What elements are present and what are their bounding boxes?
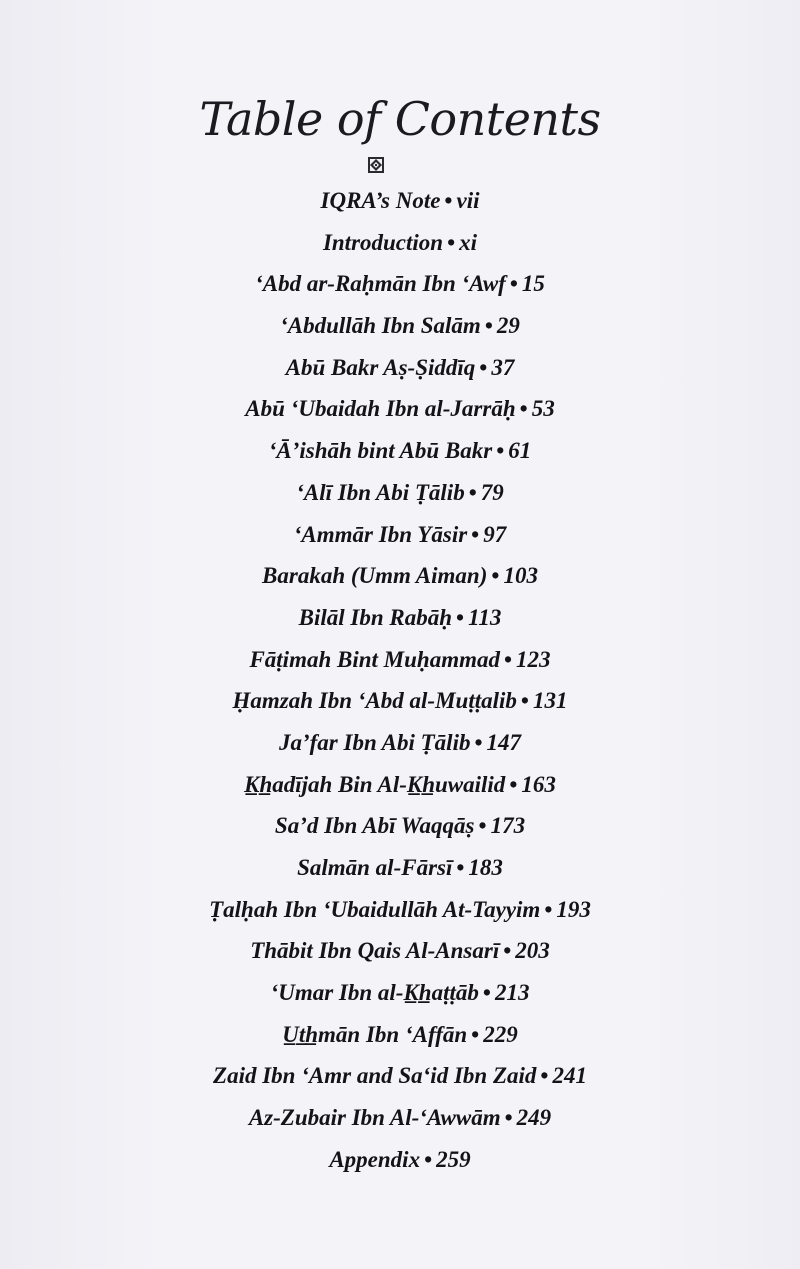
toc-entry[interactable] xyxy=(0,1139,800,1181)
toc-entry[interactable] xyxy=(0,430,800,472)
toc-entry-title: ‘Umar Ibn al-K̲h̲aṭṭāb xyxy=(270,980,479,1006)
toc-entry-page: 103 xyxy=(503,563,538,589)
toc-entry[interactable] xyxy=(0,597,800,639)
toc-entry[interactable] xyxy=(0,764,800,806)
bullet-separator: • xyxy=(479,354,488,380)
bullet-separator: • xyxy=(468,479,477,505)
toc-entry-title: Fāṭimah Bint Muḥammad xyxy=(249,646,500,672)
toc-entry[interactable] xyxy=(0,680,800,722)
toc-entry-title: Abū ‘Ubaidah Ibn al-Jarrāḥ xyxy=(245,396,516,422)
toc-entry-title: Ṭalḥah Ibn ‘Ubaidullāh At-Tayyim xyxy=(209,896,541,922)
toc-entry[interactable] xyxy=(0,722,800,764)
toc-entry-page: 53 xyxy=(531,396,555,422)
toc-entry-title: ‘Ā’ishāh bint Abū Bakr xyxy=(268,438,493,464)
toc-entry-title: IQRA’s Note xyxy=(320,188,441,213)
toc-entry-page: 97 xyxy=(483,521,507,547)
toc-entry-title: Sa’d Ibn Abī Waqqāṣ xyxy=(274,813,475,839)
bullet-separator: • xyxy=(482,980,491,1006)
toc-entry-page: 203 xyxy=(515,938,550,964)
bullet-separator: • xyxy=(478,813,487,839)
bullet-separator: • xyxy=(504,1105,513,1131)
toc-entry-page: 249 xyxy=(516,1105,552,1131)
toc-entry-page: 163 xyxy=(521,771,556,797)
toc-entry[interactable] xyxy=(0,1014,800,1056)
bullet-separator: • xyxy=(503,938,512,964)
bullet-separator: • xyxy=(540,1063,549,1089)
bullet-separator: • xyxy=(496,438,505,464)
toc-entry-page: 259 xyxy=(436,1146,471,1172)
table-of-contents xyxy=(0,180,800,1181)
toc-entry[interactable] xyxy=(0,1055,800,1097)
bullet-separator: • xyxy=(456,855,465,880)
toc-entry-page: 183 xyxy=(468,855,503,880)
toc-entry-page: 213 xyxy=(494,980,530,1006)
toc-entry-page: xi xyxy=(459,229,478,255)
toc-entry-page: 123 xyxy=(516,646,551,672)
toc-entry-page: vii xyxy=(456,188,480,213)
toc-entry-title: ‘Abd ar-Raḥmān Ibn ‘Awf xyxy=(255,271,506,297)
toc-entry[interactable] xyxy=(0,972,800,1014)
bullet-separator: • xyxy=(509,271,518,297)
bullet-separator: • xyxy=(471,1021,480,1047)
diamond-ornament-icon xyxy=(367,156,385,174)
toc-entry-title: Appendix xyxy=(329,1146,421,1172)
toc-entry[interactable] xyxy=(0,388,800,430)
page-title: Table of Contents xyxy=(199,92,601,146)
toc-entry[interactable] xyxy=(0,263,800,305)
toc-entry-title: U̲t̲h̲mān Ibn ‘Affān xyxy=(282,1021,468,1047)
toc-entry-page: 131 xyxy=(532,688,568,714)
bullet-separator: • xyxy=(471,521,480,547)
toc-entry-title: Az-Zubair Ibn Al-‘Awwām xyxy=(248,1105,501,1131)
toc-entry-title: ‘Ammār Ibn Yāsir xyxy=(293,521,468,547)
toc-entry[interactable] xyxy=(0,305,800,347)
toc-entry-title: ‘Abdullāh Ibn Salām xyxy=(280,313,481,339)
bullet-separator: • xyxy=(444,188,453,213)
toc-entry-page: 29 xyxy=(496,313,520,339)
toc-entry-title: Ḥamzah Ibn ‘Abd al-Muṭṭalib xyxy=(232,688,517,714)
bullet-separator: • xyxy=(484,313,493,339)
bullet-separator: • xyxy=(424,1146,433,1172)
toc-entry[interactable] xyxy=(0,639,800,681)
toc-entry-page: 229 xyxy=(483,1021,518,1047)
bullet-separator: • xyxy=(456,604,465,630)
toc-entry-page: 193 xyxy=(556,896,591,922)
toc-entry[interactable] xyxy=(0,514,800,556)
toc-entry[interactable] xyxy=(0,805,800,847)
toc-entry-page: 61 xyxy=(508,438,532,464)
toc-entry-title: Abū Bakr Aṣ-Ṣiddīq xyxy=(285,354,476,380)
toc-entry-title: Bilāl Ibn Rabāḥ xyxy=(298,604,453,630)
toc-entry-title: Introduction xyxy=(322,229,444,255)
bullet-separator: • xyxy=(491,563,500,589)
toc-entry[interactable] xyxy=(0,930,800,972)
toc-entry[interactable] xyxy=(0,1097,800,1139)
toc-entry-title: Zaid Ibn ‘Amr and Sa‘id Ibn Zaid xyxy=(213,1063,537,1089)
toc-entry[interactable] xyxy=(0,180,800,222)
toc-entry-page: 147 xyxy=(486,729,522,755)
toc-entry[interactable] xyxy=(0,889,800,931)
toc-entry-title: Barakah (Umm Aiman) xyxy=(262,563,488,589)
bullet-separator: • xyxy=(503,646,513,672)
bullet-separator: • xyxy=(544,896,553,922)
toc-entry[interactable] xyxy=(0,847,800,889)
toc-entry[interactable] xyxy=(0,555,800,597)
toc-entry-title: Thābit Ibn Qais Al-Ansarī xyxy=(250,938,500,964)
bullet-separator: • xyxy=(519,396,528,422)
toc-entry[interactable] xyxy=(0,472,800,514)
toc-entry-title: Salmān al-Fārsī xyxy=(297,855,453,880)
toc-entry-title: Ja’far Ibn Abi Ṭālib xyxy=(278,729,471,755)
toc-entry[interactable] xyxy=(0,222,800,264)
bullet-separator: • xyxy=(447,229,456,255)
toc-entry-page: 173 xyxy=(490,813,526,839)
toc-entry-page: 15 xyxy=(521,271,545,297)
toc-entry-title: K̲h̲adījah Bin Al-K̲h̲uwailid xyxy=(244,771,506,797)
toc-entry-page: 241 xyxy=(552,1063,587,1089)
bullet-separator: • xyxy=(520,688,529,714)
toc-entry[interactable] xyxy=(0,347,800,389)
bullet-separator: • xyxy=(474,729,483,755)
toc-entry-title: ‘Alī Ibn Abi Ṭālib xyxy=(296,479,465,505)
toc-entry-page: 113 xyxy=(468,604,502,630)
toc-entry-page: 79 xyxy=(480,479,504,505)
toc-entry-page: 37 xyxy=(491,354,515,380)
bullet-separator: • xyxy=(509,771,518,797)
